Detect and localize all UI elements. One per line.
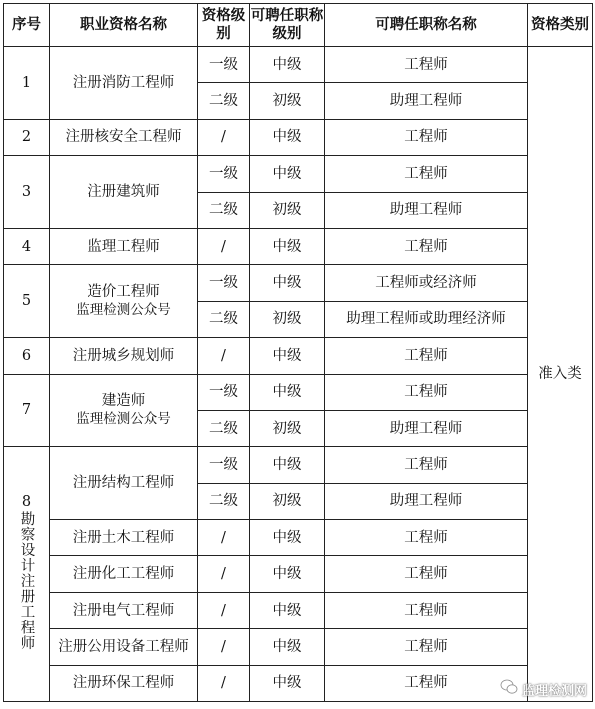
level-cell: / — [198, 629, 250, 665]
qualification-name-cell — [50, 156, 198, 229]
qualification-name-cell — [50, 265, 198, 338]
table-row — [4, 228, 593, 264]
qualification-name: 注册核安全工程师 — [65, 129, 182, 146]
title-level-cell: 中级 — [250, 338, 325, 374]
level-cell: / — [198, 338, 250, 374]
seq-cell: 3 — [4, 156, 50, 229]
title-name-cell: 工程师 — [325, 629, 528, 665]
title-level-cell: 初级 — [250, 483, 325, 519]
level-cell: / — [198, 119, 250, 155]
group-seq-cell — [4, 447, 50, 702]
level-cell: / — [198, 556, 250, 592]
header-category: 资格类别 — [528, 4, 593, 47]
wechat-icon — [500, 679, 518, 699]
title-level-cell: 中级 — [250, 447, 325, 483]
level-cell: 一级 — [198, 447, 250, 483]
title-level-cell: 中级 — [250, 47, 325, 83]
qualification-name-cell: 注册环保工程师 — [50, 665, 198, 701]
title-level-cell: 中级 — [250, 156, 325, 192]
title-level-cell: 初级 — [250, 83, 325, 119]
header-seq: 序号 — [4, 4, 50, 47]
level-cell: 一级 — [198, 47, 250, 83]
title-name-cell: 工程师或经济师 — [325, 265, 528, 301]
title-level-cell: 中级 — [250, 265, 325, 301]
watermark-text: 监理检测网 — [521, 683, 587, 699]
watermark — [500, 679, 587, 699]
group-seq: 8 — [21, 493, 32, 510]
header-title-name: 可聘任职称名称 — [325, 4, 528, 47]
source-note: 监理检测公众号 — [76, 411, 171, 428]
qualification-name-cell: 注册结构工程师 — [50, 447, 198, 520]
seq-cell: 4 — [4, 228, 50, 264]
table-row — [4, 265, 593, 301]
title-level-cell: 中级 — [250, 228, 325, 264]
qualification-name-cell: 注册公用设备工程师 — [50, 629, 198, 665]
title-name-cell: 工程师 — [325, 228, 528, 264]
title-level-cell: 中级 — [250, 119, 325, 155]
title-name-cell: 工程师 — [325, 556, 528, 592]
level-cell: 一级 — [198, 156, 250, 192]
qualification-name-cell: 注册土木工程师 — [50, 520, 198, 556]
qualification-table — [3, 3, 593, 702]
seq-cell: 1 — [4, 47, 50, 120]
table-row — [4, 556, 593, 592]
seq-cell: 2 — [4, 119, 50, 155]
qualification-name: 注册建筑师 — [87, 184, 160, 201]
level-cell: / — [198, 592, 250, 628]
title-level-cell: 中级 — [250, 556, 325, 592]
title-name-cell: 工程师 — [325, 47, 528, 83]
level-cell: / — [198, 520, 250, 556]
title-name-cell: 工程师 — [325, 447, 528, 483]
seq-cell: 6 — [4, 338, 50, 374]
title-level-cell: 初级 — [250, 192, 325, 228]
qualification-name: 监理工程师 — [87, 238, 160, 255]
qualification-name: 造价工程师 — [87, 284, 160, 301]
level-cell: 二级 — [198, 301, 250, 337]
header-row — [4, 4, 593, 47]
qualification-name-cell: 注册化工工程师 — [50, 556, 198, 592]
table-row — [4, 156, 593, 192]
title-name-cell: 工程师 — [325, 520, 528, 556]
title-level-cell: 中级 — [250, 374, 325, 410]
title-name-cell: 工程师 — [325, 338, 528, 374]
title-name-cell: 助理工程师 — [325, 83, 528, 119]
level-cell: 二级 — [198, 483, 250, 519]
qualification-name-cell — [50, 338, 198, 374]
category-cell: 准入类 — [528, 47, 593, 702]
qualification-name: 注册城乡规划师 — [72, 347, 175, 364]
title-level-cell: 中级 — [250, 665, 325, 701]
title-name-cell: 工程师 — [325, 592, 528, 628]
title-level-cell: 初级 — [250, 301, 325, 337]
title-name-cell: 助理工程师 — [325, 410, 528, 446]
level-cell: 二级 — [198, 192, 250, 228]
title-name-cell: 助理工程师或助理经济师 — [325, 301, 528, 337]
title-name-cell: 工程师 — [325, 119, 528, 155]
table-row — [4, 592, 593, 628]
level-cell: 一级 — [198, 374, 250, 410]
source-note: 监理检测公众号 — [76, 302, 171, 319]
title-name-cell: 工程师 — [325, 374, 528, 410]
qualification-name-cell — [50, 374, 198, 447]
table-body — [4, 47, 593, 702]
seq-cell: 5 — [4, 265, 50, 338]
qualification-name-cell: 注册电气工程师 — [50, 592, 198, 628]
title-name-cell: 助理工程师 — [325, 483, 528, 519]
table-row — [4, 338, 593, 374]
qualification-name-cell — [50, 228, 198, 264]
title-name-cell: 助理工程师 — [325, 192, 528, 228]
header-level: 资格级别 — [198, 4, 250, 47]
qualification-name: 建造师 — [101, 393, 146, 410]
table-row — [4, 47, 593, 83]
qualification-name-cell — [50, 119, 198, 155]
level-cell: / — [198, 665, 250, 701]
qualification-name-cell — [50, 47, 198, 120]
title-level-cell: 中级 — [250, 592, 325, 628]
title-level-cell: 中级 — [250, 629, 325, 665]
table-row — [4, 520, 593, 556]
level-cell: 一级 — [198, 265, 250, 301]
seq-cell: 7 — [4, 374, 50, 447]
level-cell: 二级 — [198, 410, 250, 446]
header-name: 职业资格名称 — [50, 4, 198, 47]
table-row — [4, 119, 593, 155]
level-cell: / — [198, 228, 250, 264]
qualification-name: 注册消防工程师 — [72, 74, 175, 91]
table-row — [4, 629, 593, 665]
title-level-cell: 中级 — [250, 520, 325, 556]
title-name-cell: 工程师 — [325, 665, 528, 701]
header-title-level: 可聘任职称级别 — [250, 4, 325, 47]
table-row — [4, 374, 593, 410]
table-row — [4, 447, 593, 483]
level-cell: 二级 — [198, 83, 250, 119]
group-label: 勘察设计注册工程师 — [18, 510, 35, 651]
title-name-cell: 工程师 — [325, 156, 528, 192]
title-level-cell: 初级 — [250, 410, 325, 446]
